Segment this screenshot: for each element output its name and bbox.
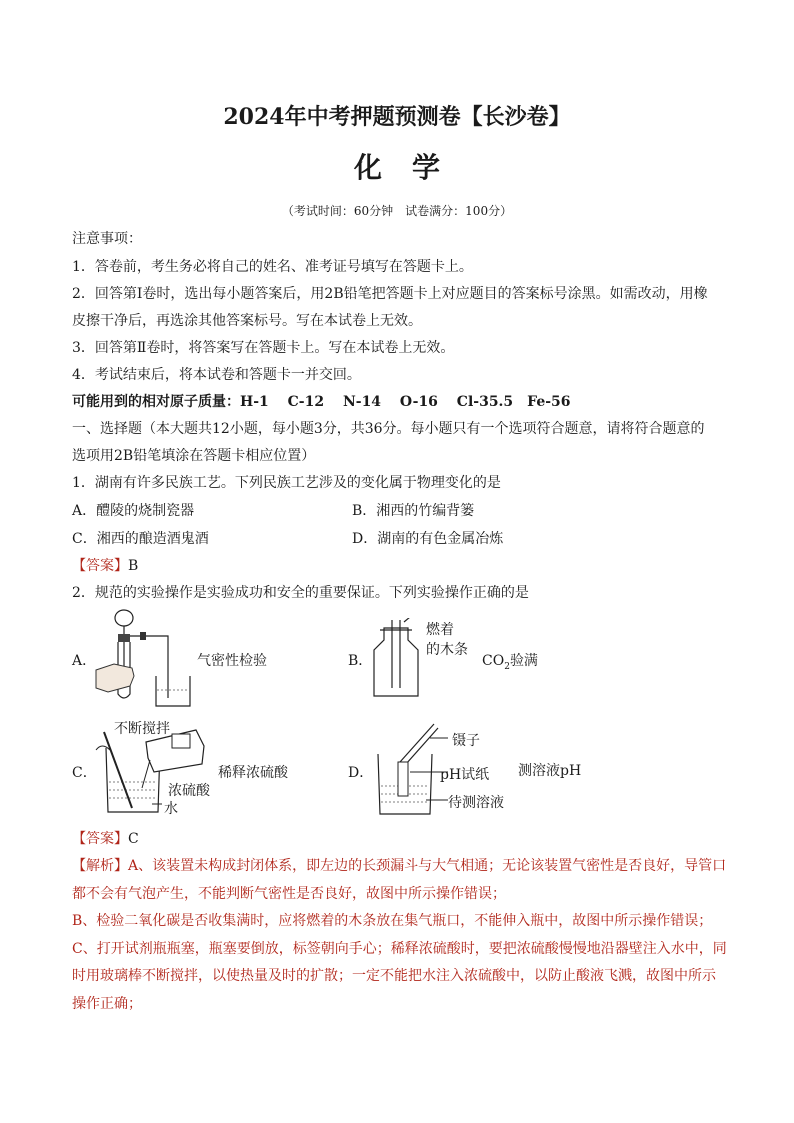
- co2-subscript: 2: [504, 661, 510, 672]
- q1-option-a: A．醴陵的烧制瓷器: [72, 503, 195, 519]
- q2-answer: [72, 828, 139, 848]
- q2-analysis-line-1: [72, 855, 726, 875]
- q1-answer-value: B: [128, 558, 139, 574]
- section1-heading: 一、选择题（本大题共12小题，每小题3分，共36分。每小题只有一个选项符合题意，请将符合题意的: [72, 421, 705, 437]
- q2-option-d-letter: D．: [348, 765, 374, 781]
- q2-analysis-line-2: 都不会有气泡产生，不能判断气密性是否良好，故图中所示操作错误；: [72, 886, 506, 902]
- q2-option-a-figure: [94, 606, 204, 710]
- q2-option-c-figure: [92, 728, 216, 820]
- q2-analysis-line-6: 操作正确；: [72, 996, 142, 1012]
- q2-option-d-figure: [370, 722, 448, 820]
- stirring-label: 不断搅拌: [114, 721, 170, 737]
- q2-option-b-caption: [482, 650, 538, 672]
- q2-answer-label: 【答案】: [72, 831, 128, 847]
- q1-option-d: D．湖南的有色金属冶炼: [352, 531, 504, 547]
- q2-analysis-line-4: C、打开试剂瓶瓶塞，瓶塞要倒放，标签朝向手心；稀释浓硫酸时，要把浓硫酸慢慢地沿器壁注入水中，同: [72, 941, 727, 957]
- beaker-icon: [156, 676, 190, 706]
- q1-stem: 1．湖南有许多民族工艺。下列民族工艺涉及的变化属于物理变化的是: [72, 475, 501, 491]
- co2-formula: CO: [482, 653, 505, 669]
- q2-option-b-labels: [426, 620, 468, 660]
- exam-title: 2024年中考押题预测卷【长沙卷】: [223, 104, 571, 130]
- burning-splint-label-2: 的木条: [426, 642, 468, 658]
- note-item-3: 3．回答第Ⅱ卷时，将答案写在答题卡上。写在本试卷上无效。: [72, 340, 455, 356]
- q1-answer: [72, 555, 138, 575]
- water-label: 水: [164, 801, 178, 817]
- q2-option-d-caption: 测溶液pH: [518, 763, 582, 779]
- q1-option-b: B．湘西的竹编背篓: [352, 503, 475, 519]
- q2-option-a-letter: A．: [72, 653, 97, 669]
- q2-stem: 2．规范的实验操作是实验成功和安全的重要保证。下列实验操作正确的是: [72, 585, 529, 601]
- notes-heading: 注意事项：: [72, 231, 142, 247]
- gas-bottle-icon: [374, 628, 418, 696]
- note-item-4: 4．考试结束后，将本试卷和答题卡一并交回。: [72, 367, 361, 383]
- test-solution-label: 待测溶液: [448, 795, 504, 811]
- subject-title: 化学: [353, 151, 470, 184]
- section1-heading-cont: 选项用2B铅笔填涂在答题卡相应位置）: [72, 448, 316, 464]
- q2-option-a-caption: 气密性检验: [197, 653, 267, 669]
- wood-splint-icon: [404, 618, 416, 622]
- q2-option-c-caption: 稀释浓硫酸: [218, 765, 288, 781]
- exam-info: （考试时间：60分钟 试卷满分：100分）: [281, 204, 513, 218]
- note-item-2: 2．回答第Ⅰ卷时，选出每小题答案后，用2B铅笔把答题卡上对应题目的答案标号涂黑。如需改动，用橡: [72, 286, 708, 302]
- q1-option-c: C．湘西的酿造酒鬼酒: [72, 531, 209, 547]
- q2-analysis-line-5: 时用玻璃棒不断搅拌，以使热量及时的扩散；一定不能把水注入浓硫酸中，以防止酸液飞溅，故图中所示: [72, 968, 716, 984]
- q1-answer-label: 【答案】: [72, 558, 128, 574]
- burning-splint-label-1: 燃着: [426, 622, 454, 638]
- q2-analysis-line-3: B、检验二氧化碳是否收集满时，应将燃着的木条放在集气瓶口，不能伸入瓶中，故图中所示操作错误；: [72, 913, 713, 929]
- note-item-2-cont: 皮擦干净后，再选涂其他答案标号。写在本试卷上无效。: [72, 313, 422, 329]
- q2-analysis-text-1: A、该装置未构成封闭体系，即左边的长颈漏斗与大气相通；无论该装置气密性是否良好，导管口: [128, 858, 727, 874]
- q2-analysis-label: 【解析】: [72, 858, 128, 874]
- atomic-mass-line: 可能用到的相对原子质量：H-1 C-12 N-14 O-16 Cl-35.5 Fe-56: [72, 394, 571, 410]
- hand-icon: [96, 664, 134, 692]
- reagent-bottle-icon: [146, 730, 204, 772]
- q2-answer-value: C: [128, 831, 139, 847]
- ph-paper-icon: [398, 762, 408, 796]
- conc-acid-label: 浓硫酸: [168, 783, 210, 799]
- tweezers-label: 镊子: [452, 733, 480, 749]
- ph-paper-label: pH试纸: [440, 767, 490, 783]
- glass-rod-icon: [104, 732, 132, 808]
- note-item-1: 1．答卷前，考生务必将自己的姓名、准考证号填写在答题卡上。: [72, 259, 473, 275]
- q2-option-b-letter: B．: [348, 653, 373, 669]
- stir-arrow-icon: [96, 746, 110, 750]
- co2-caption-tail: 验满: [509, 653, 538, 669]
- q2-option-c-letter: C．: [72, 765, 97, 781]
- q2-option-b-figure: [370, 618, 426, 700]
